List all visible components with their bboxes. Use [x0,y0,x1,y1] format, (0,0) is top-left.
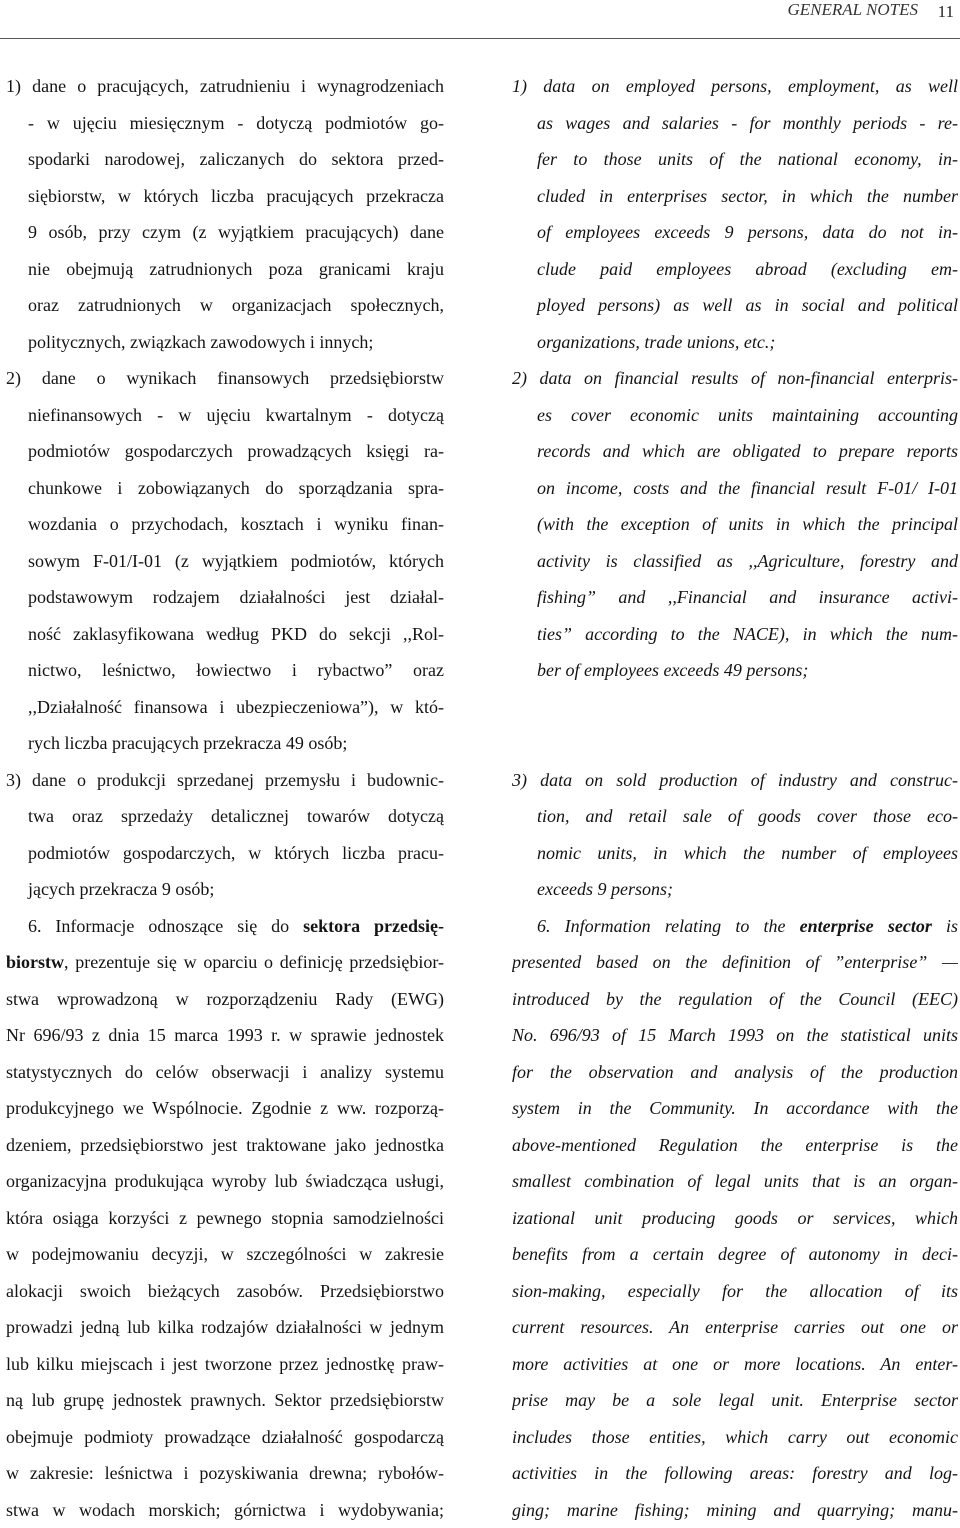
text-line: stwa wprowadzoną w rozporządzeniu Rady (EWG) [6,981,444,1018]
text-line: sowym F-01/I-01 (z wyjątkiem podmiotów, których [6,543,444,580]
note-6-pl [6,908,444,1528]
text-line: records and which are obligated to prepare reports [512,433,958,470]
note-6-en [512,908,958,1528]
text-line: system in the Community. In accordance with the [512,1090,958,1127]
text-line: more activities at one or more locations. An enter- [512,1346,958,1383]
text-line: for the observation and analysis of the production [512,1054,958,1091]
text-line [6,908,444,945]
text-line: of employees exceeds 9 persons, data do not in- [512,214,958,251]
text-line: fer to those units of the national economy, in- [512,141,958,178]
bold-term: biorstw [6,952,64,972]
text-run: 6. Information relating to the [537,916,800,936]
text-line: clude paid employees abroad (excluding em- [512,251,958,288]
text-line: 2) data on financial results of non-financial enterpris- [512,360,958,397]
text-line: No. 696/93 of 15 March 1993 on the statistical units [512,1017,958,1054]
text-line: jących przekracza 9 osób; [6,871,444,908]
text-line: twa oraz sprzedaży detalicznej towarów dotyczą [6,798,444,835]
text-line: nomic units, in which the number of employees [512,835,958,872]
text-line: exceeds 9 persons; [512,871,958,908]
bold-term: enterprise sector [800,916,932,936]
text-line: spodarki narodowej, zaliczanych do sektora przed- [6,141,444,178]
text-line: lub kilku miejscach i jest tworzone przez jednostkę praw- [6,1346,444,1383]
text-line: ging; marine fishing; mining and quarrying; manu- [512,1492,958,1528]
text-line: ną lub grupę jednostek prawnych. Sektor przedsiębiorstw [6,1382,444,1419]
text-line: benefits from a certain degree of autonomy in deci- [512,1236,958,1273]
text-line: includes those entities, which carry out economic [512,1419,958,1456]
text-line: ność zaklasyfikowana według PKD do sekcji ,,Rol- [6,616,444,653]
text-line: w podejmowaniu decyzji, w szczególności w zakresie [6,1236,444,1273]
text-line: activities in the following areas: forestry and log- [512,1455,958,1492]
text-line: 9 osób, przy czym (z wyjątkiem pracujących) dane [6,214,444,251]
text-line: oraz zatrudnionych w organizacjach społecznych, [6,287,444,324]
note-2-en [512,360,958,689]
text-line: 1) data on employed persons, employment, as well [512,68,958,105]
text-line: stwa w wodach morskich; górnictwa i wydobywania; [6,1492,444,1528]
text-line: obejmuje podmioty prowadzące działalność gospodarczą [6,1419,444,1456]
running-title: GENERAL NOTES [787,0,918,20]
text-line: izational unit producing goods or services, which [512,1200,958,1237]
text-line: niefinansowych - w ujęciu kwartalnym - dotyczą [6,397,444,434]
text-line: tion, and retail sale of goods cover those eco- [512,798,958,835]
text-line: podstawowym rodzajem działalności jest działal- [6,579,444,616]
note-1-en [512,68,958,360]
page-number: 11 [938,2,954,22]
text-line: siębiorstw, w których liczba pracujących przekracza [6,178,444,215]
text-line: cluded in enterprises sector, in which the number [512,178,958,215]
note-3-en [512,762,958,908]
text-line: organizations, trade unions, etc.; [512,324,958,361]
text-line: es cover economic units maintaining accounting [512,397,958,434]
text-line: 3) dane o produkcji sprzedanej przemysłu i budownic- [6,762,444,799]
text-line: podmiotów gospodarczych, w których liczba pracu- [6,835,444,872]
text-line: on income, costs and the financial result F-01/ I-01 [512,470,958,507]
english-column [512,68,958,1528]
text-line: sion-making, especially for the allocation of its [512,1273,958,1310]
text-line: statystycznych do celów obserwacji i analizy systemu [6,1054,444,1091]
text-line: smallest combination of legal units that is an organ- [512,1163,958,1200]
text-line: produkcyjnego we Wspólnocie. Zgodnie z ww. rozporzą- [6,1090,444,1127]
text-line: ber of employees exceeds 49 persons; [512,652,958,689]
text-run: , prezentuje się w oparciu o definicję przedsiębior- [64,952,444,972]
text-line: 3) data on sold production of industry and construc- [512,762,958,799]
text-line: alokacji swoich bieżących zasobów. Przedsiębiorstwo [6,1273,444,1310]
text-line: fishing” and ,,Financial and insurance activi- [512,579,958,616]
note-2-pl [6,360,444,762]
text-line: ties” according to the NACE), in which the num- [512,616,958,653]
text-line: politycznych, związkach zawodowych i innych; [6,324,444,361]
page-header [0,0,960,39]
text-line: rych liczba pracujących przekracza 49 osób; [6,725,444,762]
text-line: introduced by the regulation of the Council (EEC) [512,981,958,1018]
text-line: podmiotów gospodarczych prowadzących księgi ra- [6,433,444,470]
text-run: 6. Informacje odnoszące się do [28,916,303,936]
text-line: presented based on the definition of ”enterprise” — [512,944,958,981]
text-line: 1) dane o pracujących, zatrudnieniu i wynagrodzeniach [6,68,444,105]
note-3-pl [6,762,444,908]
polish-column [6,68,444,1528]
text-line: - w ujęciu miesięcznym - dotyczą podmiotów go- [6,105,444,142]
text-line: (with the exception of units in which the principal [512,506,958,543]
bold-term: sektora przedsię- [303,916,444,936]
text-line [6,944,444,981]
text-line: która osiąga korzyści z pewnego stopnia samodzielności [6,1200,444,1237]
text-line: nictwo, leśnictwo, łowiectwo i rybactwo” oraz [6,652,444,689]
text-line: 2) dane o wynikach finansowych przedsiębiorstw [6,360,444,397]
text-line: Nr 696/93 z dnia 15 marca 1993 r. w sprawie jednostek [6,1017,444,1054]
text-line: as wages and salaries - for monthly periods - re- [512,105,958,142]
text-line: prowadzi jedną lub kilka rodzajów działalności w jednym [6,1309,444,1346]
text-line: w zakresie: leśnictwa i pozyskiwania drewna; rybołów- [6,1455,444,1492]
note-1-pl [6,68,444,360]
text-line: prise may be a sole legal unit. Enterprise sector [512,1382,958,1419]
text-line: wozdania o przychodach, kosztach i wyniku finan- [6,506,444,543]
text-line [512,908,958,945]
text-line: above-mentioned Regulation the enterprise is the [512,1127,958,1164]
text-run: is [932,916,958,936]
text-line: dzeniem, przedsiębiorstwo jest traktowane jako jednostka [6,1127,444,1164]
text-line: organizacyjna produkująca wyroby lub świadcząca usługi, [6,1163,444,1200]
spacer [512,689,958,762]
text-line: chunkowe i zobowiązanych do sporządzania spra- [6,470,444,507]
text-line: nie obejmują zatrudnionych poza granicami kraju [6,251,444,288]
text-line: current resources. An enterprise carries out one or [512,1309,958,1346]
text-line: ployed persons) as well as in social and political [512,287,958,324]
text-line: activity is classified as ,,Agriculture, forestry and [512,543,958,580]
text-line: ,,Działalność finansowa i ubezpieczeniowa”), w któ- [6,689,444,726]
